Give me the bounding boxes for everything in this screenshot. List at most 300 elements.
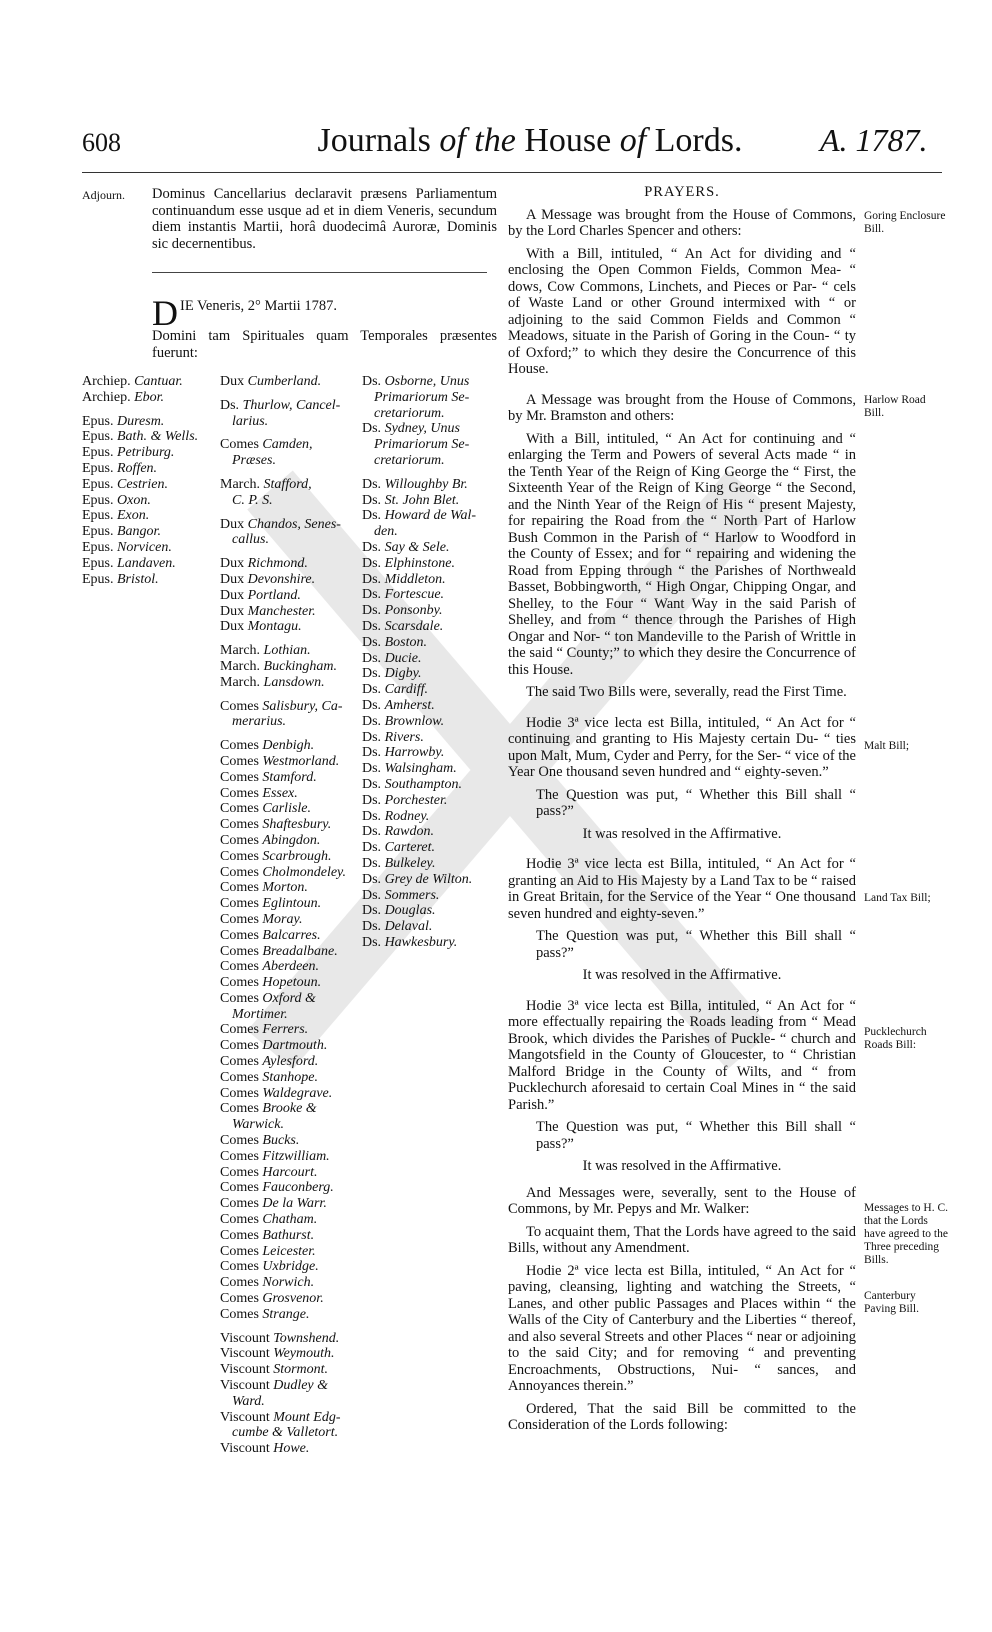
peer-name: Osborne, Unus xyxy=(384,374,470,389)
peer-name: Harrowby. xyxy=(384,745,445,761)
list-item xyxy=(362,824,476,840)
peer-title: Comes xyxy=(220,1133,259,1149)
list-item xyxy=(220,493,346,509)
land-tax-bill: Hodie 3ª vice lecta est Billa, intituled, “ An Act for “ granting an Aid to His Majesty by a Land Tax to be “ raised in Great Britain, for the Service of the Year “ One thousand seven hundred and eighty-seven.” xyxy=(508,856,856,922)
list-item xyxy=(220,1180,346,1196)
peers-list-middle xyxy=(220,374,346,1457)
list-item xyxy=(362,761,476,777)
peer-title: Epus. xyxy=(82,508,114,524)
peer-name: Amherst. xyxy=(384,697,435,713)
peer-name: Fortescue. xyxy=(384,587,445,603)
list-item xyxy=(220,1291,346,1307)
message-harlow: A Message was brought from the House of Commons, by Mr. Bramston and others: xyxy=(508,391,856,424)
margin-note-malt: Malt Bill; xyxy=(864,740,910,752)
peer-name: Carteret. xyxy=(384,840,435,856)
peer-name: Denbigh. xyxy=(262,738,315,754)
list-item xyxy=(220,849,346,865)
peer-name: cumbe & Valletort. xyxy=(232,1425,339,1441)
list-item xyxy=(82,524,198,540)
peer-title: Comes xyxy=(220,437,259,453)
margin-note-messages: Messages to H. C. that the Lords have agreed to the Three preceding Bills. xyxy=(864,1202,949,1266)
bishops-list xyxy=(82,374,198,587)
list-item xyxy=(220,1259,346,1275)
peer-title: Ds. xyxy=(362,508,382,524)
peer-title: Comes xyxy=(220,1022,259,1038)
list-item xyxy=(220,1275,346,1291)
title-journals: Journals xyxy=(317,122,431,159)
list-item xyxy=(82,429,198,445)
peer-name: Camden, xyxy=(262,437,313,453)
peer-title: Ds. xyxy=(362,824,382,840)
page-year: A. 1787. xyxy=(820,122,928,158)
peer-title: Comes xyxy=(220,975,259,991)
peer-name: Waldegrave. xyxy=(262,1085,333,1101)
list-item xyxy=(362,888,476,904)
peer-title: March. xyxy=(220,643,261,659)
list-item xyxy=(362,603,476,619)
peer-title: Comes xyxy=(220,738,259,754)
peer-title: Viscount xyxy=(220,1378,270,1394)
peer-name: Walsingham. xyxy=(384,761,457,777)
peer-name: Uxbridge. xyxy=(262,1259,319,1275)
list-item xyxy=(220,1307,346,1323)
peer-title: Comes xyxy=(220,848,259,864)
list-item xyxy=(220,959,346,975)
peer-title: Comes xyxy=(220,927,259,943)
peer-title: Ds. xyxy=(362,919,382,935)
peer-title: Archiep. xyxy=(82,389,131,405)
bill-harlow: With a Bill, intituled, “ An Act for continuing and “ enlarging the Term and Powers of several Acts made “ in the Tenth Year of the Reign of King George the “ First, the Sixteenth Year of the Reign of King George “ the Second, and the Ninth Year of the Reign of His “ present Majesty, for repairing the Road from the “ North Part of Harlow Bush Common in the Parish of “ Harlow to Woodford in the County of Essex; and for “ repairing and widening the Road from Epping through “ the Parishes of Northweald Basset, Bobbingworth, “ High Ongar, Chipping Ongar, and Shelley, to the Four “ Want Way in the said Parish of Shelley, and from “ thence through the Parishes of High Ongar and Nor- “ ton Mandeville to the Parish of Writtle in the said “ County;” to which they desire the Concurrence of this House. xyxy=(508,430,856,678)
peer-name: Say & Sele. xyxy=(384,539,450,555)
peer-title: March. xyxy=(220,674,261,690)
list-item xyxy=(362,508,476,524)
list-item xyxy=(82,445,198,461)
peer-title: Ds. xyxy=(362,855,382,871)
peer-title: Ds. xyxy=(362,887,382,903)
peer-title: Dux xyxy=(220,587,245,603)
messages-sent: And Messages were, severally, sent to the House of Commons, by Mr. Pepys and Mr. Walker: xyxy=(508,1184,856,1217)
list-item xyxy=(362,421,476,437)
list-item xyxy=(220,896,346,912)
peer-title: Epus. xyxy=(82,539,114,555)
peer-title: Epus. xyxy=(82,429,114,445)
peer-name: Ferrers. xyxy=(262,1022,309,1038)
list-item xyxy=(82,493,198,509)
peer-title: Comes xyxy=(220,832,259,848)
peer-name: Abingdon. xyxy=(262,832,321,848)
die-date: IE Veneris, 2° Martii 1787. xyxy=(180,298,337,314)
peer-title: Ds. xyxy=(362,792,382,808)
peer-name: Ebor. xyxy=(134,389,165,405)
list-item xyxy=(362,856,476,872)
peer-title: Dux xyxy=(220,603,245,619)
peer-title: Viscount xyxy=(220,1346,270,1362)
list-item xyxy=(220,1101,346,1117)
list-item xyxy=(362,793,476,809)
peer-title: Ds. xyxy=(362,618,382,634)
peer-title: Comes xyxy=(220,1243,259,1259)
list-gap xyxy=(220,548,346,556)
list-item xyxy=(220,1038,346,1054)
list-gap xyxy=(220,390,346,398)
list-item xyxy=(220,532,346,548)
pucklechurch-bill: Hodie 3ª vice lecta est Billa, intituled, “ An Act for “ more effectually repairing the Roads leading from “ Mead Brook, which divides the Parishes of Puckle- “ church and Mangotsfield in the County of Gloucester, to “ Christian Malford Bridge in the County of Wilts, and “ from Pucklechurch aforesaid to certain Coal Mines in “ the said Parish.” xyxy=(508,997,856,1113)
peer-title: Comes xyxy=(220,1085,259,1101)
peer-title: Comes xyxy=(220,1306,259,1322)
peer-title: Comes xyxy=(220,864,259,880)
list-item xyxy=(362,374,476,390)
peer-name: Oxford & xyxy=(262,990,316,1006)
peer-title: Ds. xyxy=(362,761,382,777)
peer-name: Stormont. xyxy=(273,1362,329,1378)
list-item xyxy=(220,738,346,754)
peer-title: Epus. xyxy=(82,492,114,508)
peer-name: Bulkeley. xyxy=(384,855,436,871)
peer-name: Aberdeen. xyxy=(262,959,320,975)
peer-name: Fitzwilliam. xyxy=(262,1148,330,1164)
peer-name: Oxon. xyxy=(117,492,151,508)
list-item xyxy=(82,572,198,588)
peer-title: Comes xyxy=(220,1164,259,1180)
list-item xyxy=(362,809,476,825)
peer-title: Ds. xyxy=(362,871,382,887)
peer-name: Harcourt. xyxy=(262,1164,318,1180)
peer-name: Elphinstone. xyxy=(384,555,455,571)
list-item xyxy=(362,651,476,667)
first-reading: The said Two Bills were, severally, read the First Time. xyxy=(526,684,847,700)
peer-title: Comes xyxy=(220,880,259,896)
peer-name: Dartmouth. xyxy=(262,1038,328,1054)
list-item xyxy=(220,754,346,770)
list-item xyxy=(220,975,346,991)
list-item xyxy=(220,817,346,833)
list-item xyxy=(362,919,476,935)
peer-title: Ds. xyxy=(362,840,382,856)
peer-title: Ds. xyxy=(362,682,382,698)
peer-title: Comes xyxy=(220,1259,259,1275)
peer-name: Rawdon. xyxy=(384,824,434,840)
ordered-committed: Ordered, That the said Bill be committed to the Consideration of the Lords following: xyxy=(508,1400,856,1433)
peer-title: Comes xyxy=(220,785,259,801)
list-item xyxy=(220,659,346,675)
peer-name: Boston. xyxy=(384,634,427,650)
section-separator xyxy=(152,272,487,273)
title-of-the: of the xyxy=(439,122,516,159)
list-item xyxy=(82,477,198,493)
peer-title: Ds. xyxy=(362,587,382,603)
list-item xyxy=(362,903,476,919)
list-item xyxy=(362,619,476,635)
list-gap xyxy=(220,730,346,738)
list-item xyxy=(220,1228,346,1244)
peer-title: Ds. xyxy=(362,650,382,666)
list-item xyxy=(220,1346,346,1362)
peer-title: Epus. xyxy=(82,476,114,492)
peer-name: Buckingham. xyxy=(263,658,338,674)
peer-title: Comes xyxy=(220,1054,259,1070)
peer-name: Cestrien. xyxy=(117,476,168,492)
adjourn-paragraph: Dominus Cancellarius declaravit præsens Parliamentum continuandum esse usque ad et in diem Veneris, secundum diem instantis Martii, horâ duodecimâ Auroræ, Dominis sic decernentibus. xyxy=(152,186,497,252)
margin-note-canterbury: Canterbury Paving Bill. xyxy=(864,1290,919,1315)
peer-name: Præses. xyxy=(232,453,276,469)
peer-name: cretariorum. xyxy=(374,405,445,421)
peer-title: Comes xyxy=(220,990,259,1006)
list-item xyxy=(362,453,476,469)
peer-title: Ds. xyxy=(362,776,382,792)
peer-title: Comes xyxy=(220,1212,259,1228)
list-item xyxy=(82,461,198,477)
list-item xyxy=(220,928,346,944)
page-title xyxy=(270,122,790,160)
peer-name: Rivers. xyxy=(384,729,424,745)
peer-title: Comes xyxy=(220,1196,259,1212)
peer-name: Cholmondeley. xyxy=(262,864,346,880)
peer-name: cretariorum. xyxy=(374,452,445,468)
peer-title: Dux xyxy=(220,516,245,532)
peer-title: Ds. xyxy=(362,729,382,745)
list-item xyxy=(220,414,346,430)
peer-name: Lothian. xyxy=(263,643,311,659)
peer-name: De la Warr. xyxy=(262,1196,327,1212)
peer-title: Comes xyxy=(220,1038,259,1054)
peer-name: Delaval. xyxy=(384,919,433,935)
peer-name: Middleton. xyxy=(384,571,446,587)
list-item xyxy=(220,1149,346,1165)
list-item xyxy=(220,770,346,786)
list-item xyxy=(220,1007,346,1023)
list-item xyxy=(362,572,476,588)
list-item xyxy=(362,935,476,951)
canterbury-bill: Hodie 2ª vice lecta est Billa, intituled, “ An Act for “ paving, cleansing, lighting and watching the Streets, “ Lanes, and other public Passages and Places within “ the Walls of the City of Canterbury and the Liberties “ thereof, and also several Streets and other Places “ near or adjoining to the said City; and for removing “ and preventing Encroachments, Obstructions, Nui- “ sances, and Annoyances therein.” xyxy=(508,1262,856,1394)
peer-title: Comes xyxy=(220,1291,259,1307)
margin-note-goring: Goring Enclosure Bill. xyxy=(864,210,946,235)
peer-name: Dudley & xyxy=(273,1378,329,1394)
peer-title: Comes xyxy=(220,801,259,817)
peer-title: Epus. xyxy=(82,413,114,429)
title-lords: Lords. xyxy=(654,122,743,159)
peer-name: Morton. xyxy=(262,880,308,896)
list-item xyxy=(220,1362,346,1378)
question-pucklechurch: The Question was put, “ Whether this Bill shall “ pass?” xyxy=(536,1119,856,1152)
resolved-land-tax: It was resolved in the Affirmative. xyxy=(582,967,782,983)
peer-name: Roffen. xyxy=(117,460,158,476)
list-item xyxy=(362,493,476,509)
peer-name: Shaftesbury. xyxy=(262,817,332,833)
peer-title: Epus. xyxy=(82,524,114,540)
peer-name: Landaven. xyxy=(117,555,176,571)
list-gap xyxy=(82,406,198,414)
peer-name: merarius. xyxy=(232,714,287,730)
list-item xyxy=(220,1054,346,1070)
peer-title: Comes xyxy=(220,1069,259,1085)
peer-title: Ds. xyxy=(362,903,382,919)
peer-title: Archiep. xyxy=(82,374,131,389)
list-item xyxy=(362,540,476,556)
peer-title: Viscount xyxy=(220,1362,270,1378)
peer-title: Ds. xyxy=(220,397,240,413)
peer-title: Comes xyxy=(220,1275,259,1291)
peer-name: Digby. xyxy=(384,666,422,682)
list-item xyxy=(220,517,346,533)
peer-name: Townshend. xyxy=(273,1330,340,1346)
peer-name: Ducie. xyxy=(384,650,422,666)
peer-name: Ward. xyxy=(232,1393,265,1409)
list-item xyxy=(220,588,346,604)
peer-name: Strange. xyxy=(262,1306,310,1322)
peer-name: Cantuar. xyxy=(134,374,183,389)
drop-cap: D xyxy=(152,293,178,333)
list-item xyxy=(220,1441,346,1457)
list-item xyxy=(220,398,346,414)
peer-name: Primariorum Se- xyxy=(374,437,470,453)
list-item xyxy=(362,635,476,651)
peer-name: Leicester. xyxy=(262,1243,316,1259)
peer-title: Ds. xyxy=(362,634,382,650)
peer-title: Dux xyxy=(220,374,245,389)
list-item xyxy=(82,556,198,572)
list-item xyxy=(362,730,476,746)
list-item xyxy=(362,872,476,888)
peer-name: Duresm. xyxy=(117,413,165,429)
peer-name: Petriburg. xyxy=(117,445,175,461)
peer-title: Comes xyxy=(220,1148,259,1164)
list-item xyxy=(220,1196,346,1212)
list-item xyxy=(362,698,476,714)
list-gap xyxy=(362,469,476,477)
list-gap xyxy=(220,469,346,477)
peer-name: Chandos, Senes- xyxy=(247,516,341,532)
peer-name: Aylesford. xyxy=(262,1054,319,1070)
peer-title: Epus. xyxy=(82,460,114,476)
peer-title: Ds. xyxy=(362,603,382,619)
resolved-pucklechurch: It was resolved in the Affirmative. xyxy=(582,1158,782,1174)
list-item xyxy=(82,374,198,390)
peer-name: larius. xyxy=(232,413,269,429)
title-of: of xyxy=(619,122,647,159)
peer-title: Viscount xyxy=(220,1441,270,1457)
peer-name: Stanhope. xyxy=(262,1069,318,1085)
peer-name: Grey de Wilton. xyxy=(384,871,473,887)
peer-name: Porchester. xyxy=(384,792,448,808)
title-house: House xyxy=(524,122,612,159)
peer-name: Willoughby Br. xyxy=(384,476,468,492)
peer-name: Bucks. xyxy=(262,1133,300,1149)
list-item xyxy=(220,1425,346,1441)
domini-line: Domini tam Spirituales quam Temporales præsentes fuerunt: xyxy=(152,328,497,361)
peer-name: Warwick. xyxy=(232,1117,284,1133)
peer-title: Ds. xyxy=(362,555,382,571)
list-item xyxy=(220,619,346,635)
list-item xyxy=(82,390,198,406)
list-item xyxy=(220,865,346,881)
peer-name: Carlisle. xyxy=(262,801,312,817)
peer-title: Ds. xyxy=(362,697,382,713)
list-item xyxy=(362,437,476,453)
list-item xyxy=(220,699,346,715)
peer-name: Bathurst. xyxy=(262,1227,315,1243)
header-rule xyxy=(82,172,942,173)
list-item xyxy=(362,840,476,856)
peer-name: Rodney. xyxy=(384,808,430,824)
acquaint-them: To acquaint them, That the Lords have agreed to the said Bills, without any Amendment. xyxy=(508,1223,856,1256)
peer-name: Portland. xyxy=(247,587,301,603)
peer-title: Comes xyxy=(220,769,259,785)
peer-name: Devonshire. xyxy=(247,571,316,587)
list-item xyxy=(220,801,346,817)
list-gap xyxy=(220,691,346,699)
list-item xyxy=(220,786,346,802)
list-item xyxy=(362,524,476,540)
peer-title: Dux xyxy=(220,619,245,635)
die-heading xyxy=(152,293,497,361)
list-item xyxy=(220,1070,346,1086)
peer-title: March. xyxy=(220,476,261,492)
list-item xyxy=(362,666,476,682)
margin-note-land-tax: Land Tax Bill; xyxy=(864,892,931,904)
peer-title: Ds. xyxy=(362,421,382,437)
list-item xyxy=(220,880,346,896)
peer-name: Weymouth. xyxy=(273,1346,335,1362)
question-land-tax: The Question was put, “ Whether this Bill shall “ pass?” xyxy=(536,928,856,961)
peer-title: Comes xyxy=(220,753,259,769)
peer-title: Comes xyxy=(220,1180,259,1196)
peer-name: den. xyxy=(374,524,398,540)
peers-list-right xyxy=(362,374,476,951)
peer-title: Comes xyxy=(220,1227,259,1243)
peer-name: Grosvenor. xyxy=(262,1291,324,1307)
list-item xyxy=(362,406,476,422)
peer-title: Epus. xyxy=(82,445,114,461)
peer-title: Dux xyxy=(220,571,245,587)
list-item xyxy=(220,604,346,620)
peer-name: St. John Blet. xyxy=(384,492,460,508)
peer-title: Comes xyxy=(220,698,259,714)
peer-name: Cardiff. xyxy=(384,682,428,698)
peer-name: Norvicen. xyxy=(117,539,172,555)
list-item xyxy=(362,682,476,698)
peer-title: Ds. xyxy=(362,476,382,492)
message-goring: A Message was brought from the House of Commons, by the Lord Charles Spencer and others: xyxy=(508,206,856,239)
peer-name: Cumberland. xyxy=(247,374,322,389)
peer-name: Scarbrough. xyxy=(262,848,332,864)
peer-name: callus. xyxy=(232,532,269,548)
peer-name: Chatham. xyxy=(262,1212,318,1228)
peer-title: Epus. xyxy=(82,555,114,571)
peer-title: Ds. xyxy=(362,374,382,389)
list-item xyxy=(220,1086,346,1102)
peer-name: Moray. xyxy=(262,911,303,927)
list-item xyxy=(220,1378,346,1394)
peer-name: Breadalbane. xyxy=(262,943,338,959)
list-item xyxy=(220,643,346,659)
peer-name: Mount Edg- xyxy=(273,1409,341,1425)
peer-title: Ds. xyxy=(362,713,382,729)
list-item xyxy=(220,556,346,572)
margin-note-pucklechurch: Pucklechurch Roads Bill: xyxy=(864,1026,927,1051)
list-item xyxy=(82,540,198,556)
peer-name: Scarsdale. xyxy=(384,618,444,634)
peer-name: Richmond. xyxy=(247,556,308,572)
list-item xyxy=(220,1331,346,1347)
peer-name: Southampton. xyxy=(384,776,462,792)
peer-name: Montagu. xyxy=(247,619,302,635)
peer-title: Ds. xyxy=(362,492,382,508)
list-item xyxy=(220,1022,346,1038)
peer-name: Hopetoun. xyxy=(262,975,322,991)
prayers-heading: PRAYERS. xyxy=(644,184,720,200)
peer-title: Comes xyxy=(220,959,259,975)
margin-note-harlow: Harlow Road Bill. xyxy=(864,394,926,419)
